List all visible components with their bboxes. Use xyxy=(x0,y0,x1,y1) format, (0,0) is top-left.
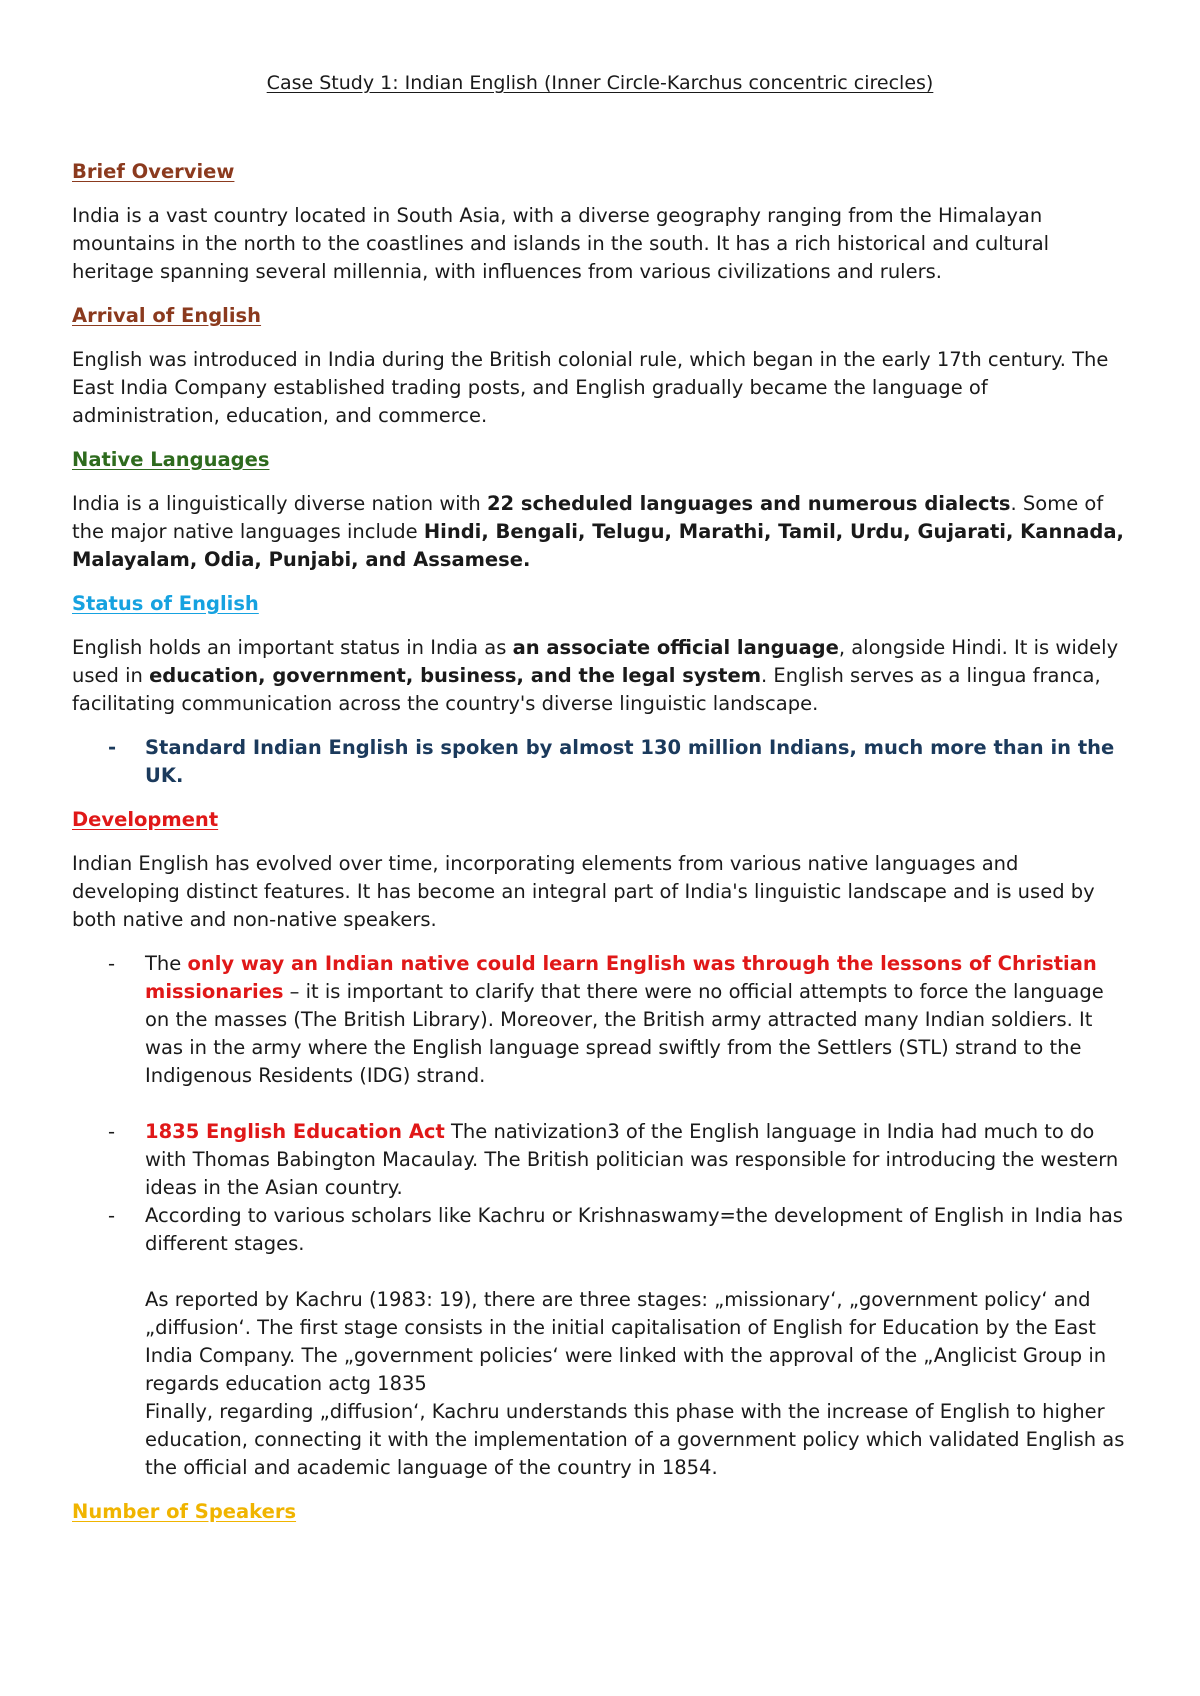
status-text-2: , alongside Hindi. It is widely used in xyxy=(72,636,1119,687)
bullet-1-pre: The xyxy=(145,952,188,975)
bullet-3-para-1: As reported by Kachru (1983: 19), there are three stages: „missionary‘, „government policy‘ and „diffusion‘. The first stage consists in the initial capitalisation of English for Education by the East India Company. The „government policies‘ were linked with the approval of the „Anglicist Group in regards education actg 1835 xyxy=(145,1288,1107,1395)
list-item xyxy=(72,734,1132,790)
bullet-3-text: According to various scholars like Kachru or Krishnaswamy=the development of English in India has different stages. xyxy=(145,1204,1123,1255)
list-item xyxy=(72,950,1132,1090)
native-bold-2: Hindi, Bengali, Telugu, Marathi, Tamil, Urdu, Gujarati, Kannada, Malayalam, Odia, Punjabi, and Assamese. xyxy=(72,520,1124,571)
native-text-2: . Some of the major native languages include xyxy=(72,492,1104,543)
heading-number-of-speakers: Number of Speakers xyxy=(72,1500,297,1523)
status-bold-2: education, government, business, and the legal system xyxy=(149,664,762,687)
paragraph-arrival: English was introduced in India during the British colonial rule, which began in the early 17th century. The East India Company established trading posts, and English gradually became the language of administration, education, and commerce. xyxy=(72,348,1109,427)
status-text-1: English holds an important status in India as xyxy=(72,636,513,659)
bullet-2-highlight: 1835 English Education Act xyxy=(145,1120,445,1143)
document-body xyxy=(72,158,1132,1542)
bullet-dash: - xyxy=(108,952,116,975)
native-bold-1: 22 scheduled languages and numerous dialects xyxy=(486,492,1011,515)
list-item xyxy=(72,1202,1132,1482)
bullet-dash: - xyxy=(108,1204,116,1227)
bullet-2-rest: The nativization3 of the English language in India had much to do with Thomas Babington Macaulay. The British politician was responsible for introducing the western ideas in the Asian country. xyxy=(145,1120,1119,1199)
heading-native-languages: Native Languages xyxy=(72,448,270,471)
bullet-3-para-2: Finally, regarding „diffusion‘, Kachru understands this phase with the increase of English to higher education, connecting it with the implementation of a government policy which validated English as the official and academic language of the country in 1854. xyxy=(145,1400,1125,1479)
heading-arrival-of-english: Arrival of English xyxy=(72,304,262,327)
paragraph-status xyxy=(72,634,1132,718)
bullet-1-highlight: only way an Indian native could learn English was through the lessons of Christian missionaries xyxy=(145,952,1097,1003)
heading-brief-overview: Brief Overview xyxy=(72,160,235,183)
paragraph-overview: India is a vast country located in South Asia, with a diverse geography ranging from the Himalayan mountains in the north to the coastlines and islands in the south. It has a rich historical and cultural heritage spanning several millennia, with influences from various civilizations and rulers. xyxy=(72,204,1050,283)
list-item xyxy=(72,1118,1132,1202)
paragraph-development: Indian English has evolved over time, incorporating elements from various native languages and developing distinct features. It has become an integral part of India's linguistic landscape and is used by both native and non-native speakers. xyxy=(72,852,1095,931)
bullet-1-rest: – it is important to clarify that there were no official attempts to force the language on the masses (The British Library). Moreover, the British army attracted many Indian soldiers. It was in the army where the English language spread swiftly from the Settlers (STL) strand to the Indigenous Residents (IDG) strand. xyxy=(145,980,1104,1087)
paragraph-native-languages xyxy=(72,490,1132,574)
status-bold-1: an associate official language xyxy=(512,636,839,659)
document-title: Case Study 1: Indian English (Inner Circle-Karchus concentric cirecles) xyxy=(266,72,934,94)
bullet-dash: - xyxy=(108,1120,116,1143)
development-bullet-list xyxy=(72,950,1132,1482)
status-text-3: . English serves as a lingua franca, facilitating communication across the country's diverse linguistic landscape. xyxy=(72,664,1101,715)
status-bullet-text: Standard Indian English is spoken by almost 130 million Indians, much more than in the UK. xyxy=(145,736,1115,787)
status-bullet-list xyxy=(72,734,1132,790)
heading-status-of-english: Status of English xyxy=(72,592,259,615)
heading-development: Development xyxy=(72,808,219,831)
native-text-1: India is a linguistically diverse nation with xyxy=(72,492,487,515)
bullet-dash: - xyxy=(108,736,117,759)
